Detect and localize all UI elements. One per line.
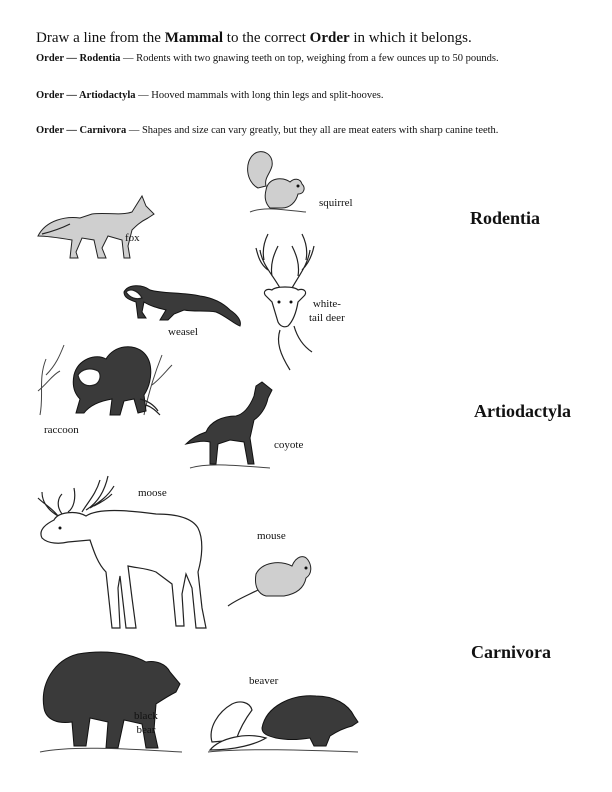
label-moose: moose	[138, 487, 167, 499]
label-mouse: mouse	[257, 530, 286, 542]
definition-artiodactyla: Order — Artiodactyla — Hooved mammals with long thin legs and split-hooves.	[36, 90, 384, 101]
raccoon-illustration[interactable]	[34, 335, 174, 421]
weasel-illustration[interactable]	[120, 280, 244, 328]
coyote-illustration[interactable]	[180, 380, 278, 474]
label-fox: fox	[125, 232, 140, 244]
instruction: Draw a line from the Mammal to the correct Order in which it belongs.	[36, 30, 472, 46]
definition-rodentia: Order — Rodentia — Rodents with two gnawing teeth on top, weighing from a few ounces up to 50 pounds.	[36, 53, 499, 64]
label-weasel: weasel	[168, 326, 198, 338]
label-white-tail-deer: white- tail deer	[309, 298, 345, 324]
order-artiodactyla[interactable]: Artiodactyla	[474, 401, 571, 421]
definition-carnivora: Order — Carnivora — Shapes and size can vary greatly, but they all are meat eaters with sharp canine teeth.	[36, 125, 499, 136]
black-bear-illustration[interactable]	[38, 648, 184, 754]
order-rodentia[interactable]: Rodentia	[470, 208, 541, 228]
order-carnivora[interactable]: Carnivora	[471, 642, 551, 662]
fox-illustration[interactable]	[36, 190, 156, 262]
label-raccoon: raccoon	[44, 424, 79, 436]
label-coyote: coyote	[274, 439, 304, 451]
beaver-illustration[interactable]	[206, 688, 360, 754]
label-squirrel: squirrel	[319, 197, 353, 209]
mouse-illustration[interactable]	[226, 546, 316, 610]
moose-illustration[interactable]	[36, 468, 212, 632]
label-beaver: beaver	[249, 675, 279, 687]
squirrel-illustration[interactable]	[244, 148, 310, 216]
label-black-bear: black bear	[134, 710, 158, 736]
